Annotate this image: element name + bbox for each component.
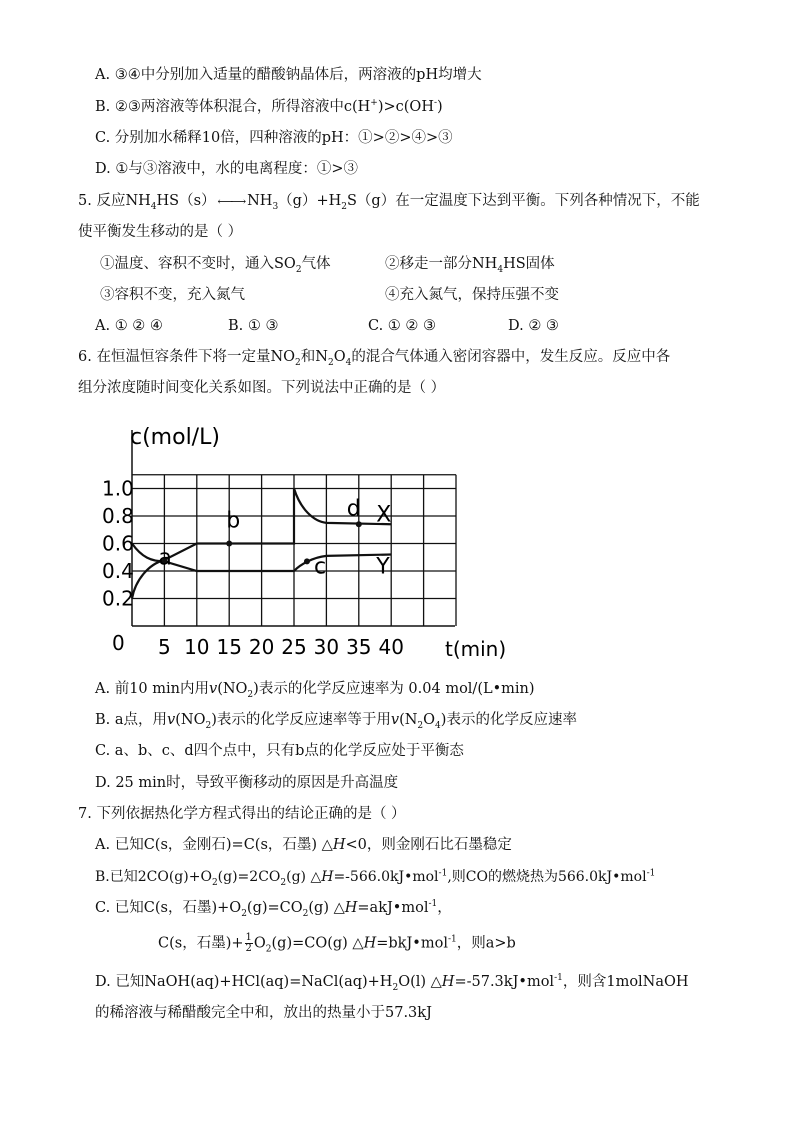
- q6-option-c: C. a、b、c、d四个点中，只有b点的化学反应处于平衡态: [95, 743, 464, 759]
- point-label-d: d: [346, 496, 361, 522]
- q6-stem: 6. 在恒温恒容条件下将一定量$NO_2$和$N_2O_4$的混合气体通入密闭容器中，发生反应。反应中各: [78, 349, 671, 368]
- origin-label: 0: [112, 631, 125, 655]
- q6-option-b: B. a点，用$v(NO_2)$表示的化学反应速率等于用$v(N_2O_4)$表示的化学反应速率: [95, 712, 577, 731]
- x-tick-label: 20: [248, 635, 275, 659]
- q5-condition-2: ②移走一部分$NH_4HS$固体: [385, 256, 555, 275]
- q4-option-d: D. ①与③溶液中，水的电离程度：①>③: [95, 161, 358, 177]
- y-tick-label: 0.2: [102, 586, 134, 611]
- q5-stem-line2: 使平衡发生移动的是（ ）: [78, 224, 243, 240]
- point-marker-b: [226, 541, 232, 547]
- q5-answer-a: A. ① ② ④: [95, 318, 163, 334]
- q5-answer-b: B. ① ③: [228, 318, 279, 334]
- q5-condition-3: ③容积不变，充入氮气: [100, 287, 245, 303]
- q6-stem-line2: 组分浓度随时间变化关系如图。下列说法中正确的是（ ）: [78, 380, 446, 396]
- x-tick-label: 40: [378, 635, 404, 659]
- q5-condition-1: ①温度、容积不变时，通入$SO_2$气体: [100, 256, 331, 275]
- q7-option-d-line2: 的稀溶液与稀醋酸完全中和，放出的热量小于57.3kJ: [95, 1005, 432, 1021]
- y-axis-label: c(mol/L): [130, 425, 220, 450]
- x-tick-label: 15: [216, 635, 242, 659]
- y-tick-label: 0.4: [102, 559, 134, 583]
- point-label-c: c: [313, 554, 327, 580]
- point-label-b: b: [226, 508, 241, 534]
- q7-option-a: A. 已知C(s，金刚石)=C(s，石墨) △H<0，则金刚石比石墨稳定: [95, 837, 512, 853]
- point-marker-d: [356, 521, 362, 527]
- q5-condition-4: ④充入氮气，保持压强不变: [385, 287, 559, 303]
- x-tick-label: 35: [346, 635, 372, 659]
- q7-option-c: C. 已知C(s，石墨)$+O_2(g)=CO_2(g)$ △H=akJ•mol$^{-1}$，: [95, 899, 452, 919]
- equilibrium-arrow-icon: ⟵⟶: [217, 195, 244, 208]
- x-axis-label: t(min): [445, 637, 507, 661]
- series-label-Y: Y: [376, 554, 390, 580]
- y-tick-label: 0.6: [102, 531, 134, 556]
- point-marker-c: [304, 558, 310, 564]
- q7-option-d: D. 已知$NaOH(aq)+HCl(aq)=NaCl(aq)+H_2O(l)$ △H=-57.3kJ•mol$^{-1}$，则含1molNaOH: [95, 973, 689, 993]
- q4-option-a: A. ③④中分别加入适量的醋酸钠晶体后，两溶液的pH均增大: [95, 67, 482, 83]
- q5-answer-d: D. ② ③: [508, 318, 559, 334]
- q5-answer-c: C. ① ② ③: [368, 318, 437, 334]
- q4-option-c: C. 分别加水稀释10倍，四种溶液的pH：①>②>④>③: [95, 130, 453, 146]
- q6-option-d: D. 25 min时，导致平衡移动的原因是升高温度: [95, 775, 399, 791]
- x-tick-label: 5: [158, 635, 171, 659]
- series-label-X: X: [376, 502, 392, 528]
- fraction-one-half: $\frac{1}{2}$: [245, 932, 252, 954]
- q5-stem: 5. 反应$NH_4HS(s)$ ⟵⟶ $NH_3(g)+H_2S(g)$在一定温度下达到平衡。下列各种情况下，不能: [78, 193, 700, 212]
- x-tick-label: 30: [313, 635, 340, 659]
- concentration-time-chart: [100, 418, 520, 668]
- x-tick-label: 10: [184, 635, 210, 659]
- q7-option-c-line2: C(s，石墨)+ $\frac{1}{2}$ $O_2(g)=CO(g)$ △H=bkJ•mol$^{-1}$，则a>b: [158, 932, 516, 955]
- q6-option-a: A. 前10 min内用$v(NO_2)$表示的化学反应速率为 0.04 mol/(L•min): [95, 681, 535, 700]
- q4-option-b: B. ②③两溶液等体积混合，所得溶液中c(H+)>c(OH-): [95, 98, 443, 115]
- q7-option-b: B.已知$2CO(g)+O_2(g)=2CO_2(g)$ △H=-566.0kJ•mol$^{-1}$,则CO的燃烧热为566.0kJ•mol$^{-1}$: [95, 868, 656, 888]
- y-tick-label: 0.8: [102, 504, 134, 528]
- x-tick-label: 25: [281, 635, 307, 659]
- y-tick-label: 1.0: [102, 476, 134, 501]
- point-label-a: a: [158, 545, 172, 571]
- q7-stem: 7. 下列依据热化学方程式得出的结论正确的是（ ）: [78, 806, 406, 822]
